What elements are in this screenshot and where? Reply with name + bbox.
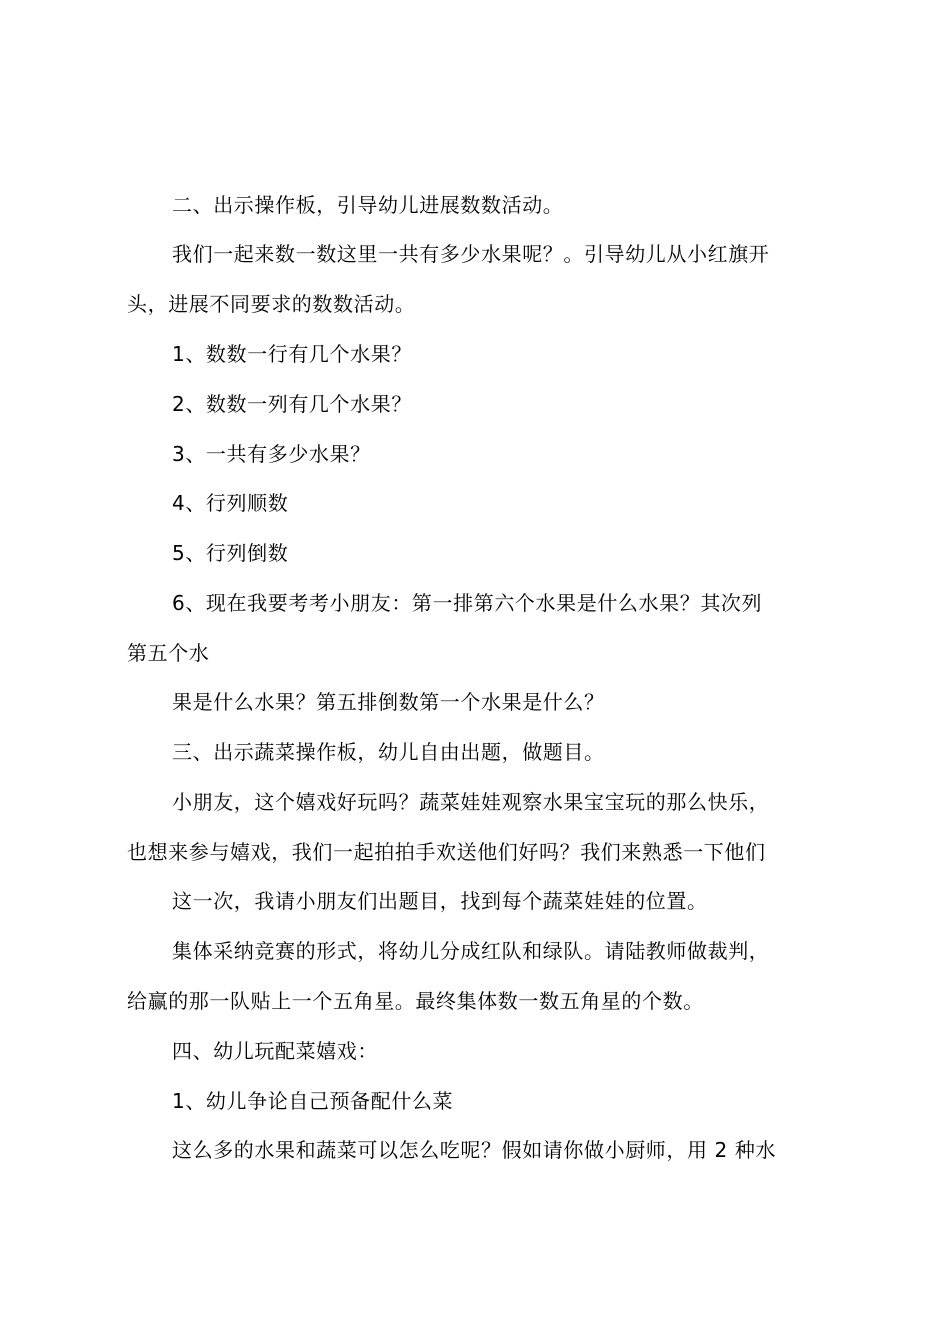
section-heading-4: 四、幼儿玩配菜嬉戏：: [172, 1039, 378, 1063]
section-heading-2: 二、出示操作板，引导幼儿进展数数活动。: [172, 193, 564, 217]
paragraph-line: 小朋友，这个嬉戏好玩吗？蔬菜娃娃观察水果宝宝玩的那么快乐，: [172, 790, 770, 814]
list-item: 1、幼儿争论自己预备配什么菜: [172, 1089, 454, 1113]
paragraph-line: 给赢的那一队贴上一个五角星。最终集体数一数五角星的个数。: [127, 989, 704, 1013]
paragraph-line: 这么多的水果和蔬菜可以怎么吃呢？假如请你做小厨师，用 2 种水: [172, 1138, 777, 1162]
paragraph-line: 头，进展不同要求的数数活动。: [127, 292, 416, 316]
list-item: 6、现在我要考考小朋友：第一排第六个水果是什么水果？其次列: [172, 591, 763, 615]
paragraph-line: 集体采纳竞赛的形式，将幼儿分成红队和绿队。请陆教师做裁判，: [172, 939, 770, 963]
list-item: 2、数数一列有几个水果？: [172, 392, 412, 416]
list-item: 5、行列倒数: [172, 541, 289, 565]
list-item: 4、行列顺数: [172, 491, 289, 515]
paragraph-line: 果是什么水果？第五排倒数第一个水果是什么？: [172, 690, 605, 714]
paragraph-line: 第五个水: [127, 641, 210, 665]
paragraph-line: 我们一起来数一数这里一共有多少水果呢？。引导幼儿从小红旗开: [172, 242, 770, 266]
list-item: 3、一共有多少水果？: [172, 442, 371, 466]
paragraph-line: 也想来参与嬉戏，我们一起拍拍手欢送他们好吗？我们来熟悉一下他们: [127, 840, 766, 864]
paragraph-line: 这一次，我请小朋友们出题目，找到每个蔬菜娃娃的位置。: [172, 889, 708, 913]
list-item: 1、数数一行有几个水果？: [172, 342, 412, 366]
section-heading-3: 三、出示蔬菜操作板，幼儿自由出题，做题目。: [172, 740, 605, 764]
